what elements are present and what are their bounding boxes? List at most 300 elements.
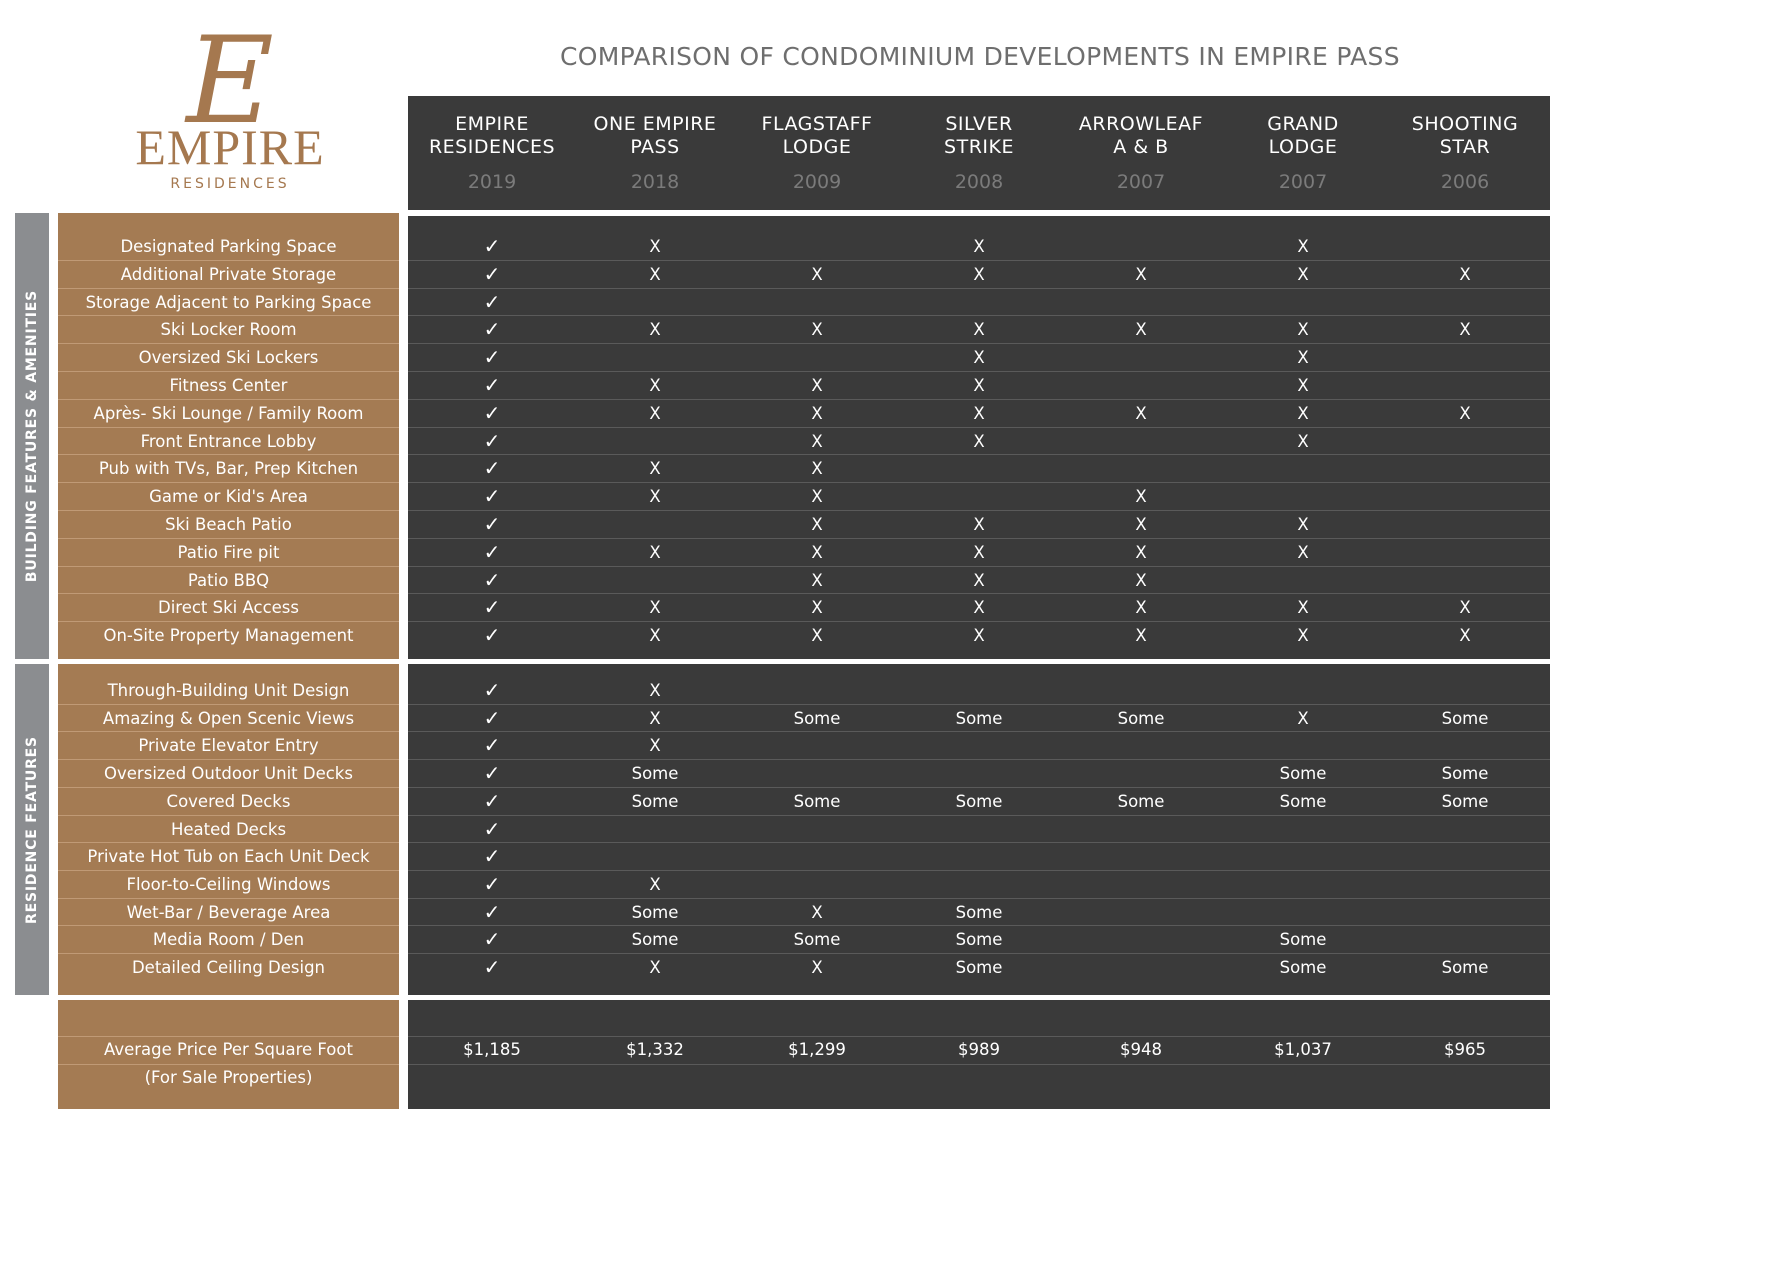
- table-cell: X: [1297, 320, 1309, 340]
- table-cell: X: [1297, 403, 1309, 423]
- table-cell: X: [973, 515, 985, 534]
- column-name: ARROWLEAF A & B: [1078, 113, 1204, 158]
- table-cell: X: [649, 459, 661, 479]
- table-cell: X: [973, 376, 985, 395]
- table-cell: [1384, 843, 1546, 871]
- row-divider: [408, 288, 1550, 289]
- table-cell: Some: [793, 708, 841, 728]
- column-name: SILVER STRIKE: [944, 113, 1014, 158]
- section-title-building: BUILDING FEATURES & AMENITIES: [24, 289, 40, 583]
- check-icon: ✓: [483, 761, 501, 786]
- table-cell: X: [973, 403, 985, 423]
- feature-label: Patio BBQ: [187, 570, 270, 590]
- table-cell: Some: [955, 902, 1003, 922]
- feature-label: Additional Private Storage: [120, 264, 337, 284]
- table-cell: X: [811, 626, 823, 646]
- column-name: FLAGSTAFF LODGE: [761, 113, 873, 158]
- row-divider: [58, 454, 399, 455]
- check-icon: ✓: [483, 844, 501, 869]
- table-cell: [898, 760, 1060, 788]
- table-cell: [898, 732, 1060, 760]
- row-divider: [58, 593, 399, 594]
- column-year: 2007: [1278, 171, 1328, 193]
- row-divider: [408, 566, 1550, 567]
- table-row: [408, 289, 1550, 317]
- table-cell: X: [973, 237, 985, 256]
- check-icon: ✓: [483, 261, 501, 286]
- table-cell: [736, 843, 898, 871]
- price-value: $1,332: [626, 1040, 684, 1059]
- table-cell: X: [811, 431, 823, 451]
- check-icon: ✓: [483, 289, 501, 314]
- table-row: [408, 567, 1550, 595]
- feature-label: Wet-Bar / Beverage Area: [126, 902, 331, 922]
- row-divider: [58, 427, 399, 428]
- table-cell: X: [973, 320, 985, 340]
- table-cell: X: [811, 570, 823, 590]
- table-cell: [898, 843, 1060, 871]
- check-icon: ✓: [483, 400, 501, 425]
- table-row: [408, 316, 1550, 344]
- row-divider: [58, 731, 399, 732]
- feature-label: Game or Kid's Area: [149, 487, 308, 507]
- table-row: [408, 843, 1550, 871]
- table-cell: [1222, 289, 1384, 317]
- table-cell: X: [811, 264, 823, 284]
- row-divider: [58, 288, 399, 289]
- check-icon: ✓: [483, 678, 501, 702]
- row-divider: [58, 315, 399, 316]
- table-cell: [1384, 567, 1546, 595]
- check-icon: ✓: [483, 927, 501, 952]
- column-header-bar: [408, 96, 1550, 210]
- row-divider: [408, 953, 1550, 954]
- table-cell: [898, 455, 1060, 483]
- table-cell: [1060, 344, 1222, 372]
- table-cell: [1384, 816, 1546, 844]
- table-cell: X: [649, 264, 661, 284]
- table-row: [408, 594, 1550, 622]
- column-year: 2018: [630, 171, 680, 193]
- table-cell: Some: [1279, 958, 1327, 977]
- feature-label: Designated Parking Space: [120, 237, 337, 256]
- row-divider: [408, 510, 1550, 511]
- table-cell: X: [811, 403, 823, 423]
- table-cell: [1384, 871, 1546, 899]
- feature-label: Fitness Center: [169, 376, 288, 395]
- row-divider: [58, 399, 399, 400]
- column-header: [1384, 113, 1546, 194]
- row-divider: [408, 815, 1550, 816]
- feature-label: Oversized Ski Lockers: [138, 348, 319, 368]
- table-cell: X: [1459, 598, 1471, 618]
- table-cell: X: [811, 376, 823, 395]
- feature-label: Front Entrance Lobby: [140, 431, 317, 451]
- check-icon: ✓: [483, 788, 501, 813]
- row-divider: [58, 898, 399, 899]
- feature-label: Patio Fire pit: [177, 542, 280, 562]
- row-divider: [58, 482, 399, 483]
- table-cell: [1384, 732, 1546, 760]
- price-value: $1,037: [1274, 1040, 1332, 1059]
- table-cell: X: [649, 708, 661, 728]
- table-cell: X: [1297, 348, 1309, 368]
- column-name: ONE EMPIRE PASS: [593, 113, 717, 158]
- table-row: [408, 233, 1550, 261]
- table-cell: Some: [631, 930, 679, 950]
- table-cell: X: [1135, 487, 1147, 507]
- table-cell: [574, 428, 736, 456]
- column-header: [1222, 113, 1384, 194]
- table-cell: [1060, 760, 1222, 788]
- feature-label: Direct Ski Access: [158, 598, 299, 618]
- row-divider: [408, 427, 1550, 428]
- column-name: SHOOTING STAR: [1411, 113, 1519, 158]
- table-cell: [574, 843, 736, 871]
- table-cell: X: [1297, 542, 1309, 562]
- price-sublabel: (For Sale Properties): [144, 1068, 313, 1087]
- table-row: [408, 954, 1550, 982]
- table-cell: [1222, 677, 1384, 705]
- row-divider: [58, 260, 399, 261]
- row-divider: [408, 842, 1550, 843]
- feature-label: Through-Building Unit Design: [107, 681, 350, 700]
- table-row: [408, 622, 1550, 650]
- row-divider: [58, 371, 399, 372]
- table-cell: [1060, 732, 1222, 760]
- table-cell: Some: [955, 930, 1003, 950]
- row-divider: [58, 870, 399, 871]
- feature-label: Amazing & Open Scenic Views: [102, 708, 355, 728]
- table-cell: X: [1135, 515, 1147, 534]
- table-row: [408, 372, 1550, 400]
- price-value: $989: [958, 1040, 1000, 1059]
- table-cell: [898, 483, 1060, 511]
- row-divider: [408, 315, 1550, 316]
- section-sidebar-building: [15, 213, 49, 659]
- table-cell: X: [649, 736, 661, 756]
- data-panel-residence: [408, 664, 1550, 995]
- row-divider: [58, 953, 399, 954]
- table-cell: X: [973, 626, 985, 646]
- logo-subtitle: RESIDENCES: [170, 176, 290, 192]
- column-header: [574, 113, 736, 194]
- label-panel-building: [58, 213, 399, 659]
- table-cell: [1060, 428, 1222, 456]
- feature-label: Covered Decks: [166, 791, 291, 811]
- table-cell: X: [973, 264, 985, 284]
- table-cell: [898, 677, 1060, 705]
- section-title-residence: RESIDENCE FEATURES: [24, 735, 40, 924]
- table-cell: [1222, 843, 1384, 871]
- check-icon: ✓: [483, 705, 501, 730]
- table-cell: X: [1459, 264, 1471, 284]
- feature-label: On-Site Property Management: [103, 626, 354, 646]
- table-row: [408, 261, 1550, 289]
- check-icon: ✓: [483, 373, 501, 397]
- table-cell: X: [649, 487, 661, 507]
- table-cell: [1222, 483, 1384, 511]
- feature-label: Oversized Outdoor Unit Decks: [104, 764, 353, 784]
- row-divider: [408, 925, 1550, 926]
- table-cell: [1060, 843, 1222, 871]
- table-cell: [1384, 233, 1546, 261]
- logo-wordmark: EMPIRE: [135, 119, 325, 175]
- table-cell: [1222, 871, 1384, 899]
- row-divider: [58, 815, 399, 816]
- row-divider: [58, 759, 399, 760]
- check-icon: ✓: [483, 539, 501, 564]
- table-row: [408, 871, 1550, 899]
- row-divider: [408, 1064, 1550, 1065]
- table-cell: [736, 344, 898, 372]
- table-cell: X: [1459, 320, 1471, 340]
- table-row: [408, 760, 1550, 788]
- table-row: [408, 816, 1550, 844]
- row-divider: [408, 538, 1550, 539]
- table-cell: Some: [1441, 708, 1489, 728]
- table-cell: [1222, 567, 1384, 595]
- table-cell: [736, 732, 898, 760]
- table-cell: X: [649, 320, 661, 340]
- table-cell: [1384, 372, 1546, 400]
- table-cell: X: [649, 626, 661, 646]
- row-divider: [408, 759, 1550, 760]
- column-name: EMPIRE RESIDENCES: [428, 113, 556, 158]
- table-cell: [1384, 344, 1546, 372]
- table-cell: X: [1297, 515, 1309, 534]
- row-divider: [408, 371, 1550, 372]
- table-cell: X: [811, 515, 823, 534]
- table-cell: X: [1459, 403, 1471, 423]
- table-cell: [1060, 233, 1222, 261]
- column-year: 2006: [1440, 171, 1490, 193]
- table-cell: X: [973, 598, 985, 618]
- table-row: [408, 539, 1550, 567]
- table-cell: [1384, 511, 1546, 539]
- check-icon: ✓: [483, 595, 501, 620]
- table-row: [408, 899, 1550, 927]
- check-icon: ✓: [483, 567, 501, 592]
- check-icon: ✓: [483, 871, 501, 896]
- table-cell: [574, 344, 736, 372]
- empire-residences-logo: [130, 12, 330, 206]
- feature-label: Detailed Ceiling Design: [131, 958, 326, 977]
- row-divider: [58, 925, 399, 926]
- table-cell: Some: [955, 791, 1003, 811]
- table-row: [408, 732, 1550, 760]
- table-cell: Some: [793, 930, 841, 950]
- table-cell: X: [811, 958, 823, 977]
- column-header: [736, 113, 898, 194]
- table-cell: X: [811, 487, 823, 507]
- table-cell: [736, 233, 898, 261]
- column-header: [898, 113, 1060, 194]
- table-cell: [1060, 954, 1222, 982]
- table-cell: X: [973, 431, 985, 451]
- check-icon: ✓: [483, 234, 501, 258]
- row-divider: [408, 870, 1550, 871]
- table-cell: X: [1135, 403, 1147, 423]
- feature-label: Ski Locker Room: [160, 320, 297, 340]
- table-cell: X: [811, 542, 823, 562]
- row-divider: [58, 510, 399, 511]
- price-value: $948: [1120, 1040, 1162, 1059]
- table-cell: X: [649, 958, 661, 977]
- table-row: [408, 511, 1550, 539]
- table-cell: X: [1135, 264, 1147, 284]
- row-divider: [408, 704, 1550, 705]
- table-cell: [1222, 816, 1384, 844]
- table-cell: Some: [955, 958, 1003, 977]
- table-cell: [1060, 677, 1222, 705]
- logo-script-e: E: [186, 12, 274, 151]
- column-header: [1060, 113, 1222, 194]
- table-cell: Some: [1441, 791, 1489, 811]
- table-cell: X: [1459, 626, 1471, 646]
- table-cell: [1060, 899, 1222, 927]
- check-icon: ✓: [483, 899, 501, 924]
- check-icon: ✓: [483, 512, 501, 536]
- column-year: 2008: [954, 171, 1004, 193]
- table-cell: [1384, 428, 1546, 456]
- price-value: $965: [1444, 1040, 1486, 1059]
- label-panel-price: [58, 1000, 399, 1109]
- table-row: [408, 483, 1550, 511]
- row-divider: [408, 260, 1550, 261]
- table-cell: X: [1135, 570, 1147, 590]
- table-cell: X: [1297, 708, 1309, 728]
- price-label: Average Price Per Square Foot: [104, 1040, 353, 1059]
- table-cell: X: [1297, 237, 1309, 256]
- column-year: 2007: [1116, 171, 1166, 193]
- table-cell: X: [1297, 264, 1309, 284]
- label-panel-residence: [58, 664, 399, 995]
- feature-label: Floor-to-Ceiling Windows: [126, 874, 331, 894]
- row-divider: [408, 454, 1550, 455]
- feature-label: Media Room / Den: [152, 930, 305, 950]
- row-divider: [58, 343, 399, 344]
- table-cell: Some: [1117, 708, 1165, 728]
- table-cell: X: [811, 320, 823, 340]
- row-divider: [408, 482, 1550, 483]
- table-cell: [736, 289, 898, 317]
- table-cell: [1384, 539, 1546, 567]
- feature-label: Ski Beach Patio: [165, 515, 292, 534]
- table-cell: Some: [1441, 958, 1489, 977]
- row-divider: [408, 399, 1550, 400]
- table-cell: [574, 567, 736, 595]
- table-cell: [1222, 732, 1384, 760]
- table-cell: X: [811, 902, 823, 922]
- table-cell: [736, 871, 898, 899]
- table-cell: [898, 871, 1060, 899]
- table-row: [408, 428, 1550, 456]
- table-cell: [736, 677, 898, 705]
- table-cell: X: [973, 570, 985, 590]
- table-row: [408, 344, 1550, 372]
- table-row: [408, 788, 1550, 816]
- table-cell: X: [649, 681, 661, 700]
- data-panel-building: [408, 216, 1550, 659]
- table-cell: [1222, 899, 1384, 927]
- table-cell: [1384, 483, 1546, 511]
- table-cell: [1060, 289, 1222, 317]
- table-cell: Some: [1279, 791, 1327, 811]
- table-cell: [574, 289, 736, 317]
- column-name: GRAND LODGE: [1267, 113, 1339, 158]
- table-row: [408, 677, 1550, 705]
- feature-label: Private Hot Tub on Each Unit Deck: [87, 847, 370, 867]
- feature-label: Storage Adjacent to Parking Space: [85, 292, 372, 312]
- table-cell: X: [649, 376, 661, 395]
- table-cell: [1384, 289, 1546, 317]
- table-cell: [574, 511, 736, 539]
- table-cell: [574, 816, 736, 844]
- page-title: COMPARISON OF CONDOMINIUM DEVELOPMENTS IN EMPIRE PASS: [560, 42, 1400, 71]
- table-cell: X: [1297, 376, 1309, 395]
- feature-label: Heated Decks: [170, 819, 287, 839]
- feature-label: Private Elevator Entry: [138, 736, 319, 756]
- table-cell: X: [649, 237, 661, 256]
- table-cell: X: [649, 403, 661, 423]
- table-cell: [1060, 455, 1222, 483]
- check-icon: ✓: [483, 816, 501, 841]
- table-cell: X: [1297, 598, 1309, 618]
- table-cell: [1384, 677, 1546, 705]
- feature-label: Après- Ski Lounge / Family Room: [93, 403, 364, 423]
- check-icon: ✓: [483, 456, 501, 481]
- table-cell: X: [1135, 320, 1147, 340]
- table-cell: X: [1135, 598, 1147, 618]
- table-row: [408, 926, 1550, 954]
- price-value: $1,299: [788, 1040, 846, 1059]
- table-cell: X: [1297, 431, 1309, 451]
- table-cell: Some: [631, 902, 679, 922]
- table-cell: X: [1135, 626, 1147, 646]
- row-divider: [58, 538, 399, 539]
- check-icon: ✓: [483, 623, 501, 648]
- table-cell: [1384, 899, 1546, 927]
- table-cell: Some: [793, 791, 841, 811]
- price-row: [408, 1036, 1550, 1064]
- table-cell: Some: [1279, 764, 1327, 784]
- table-cell: [1060, 926, 1222, 954]
- table-cell: Some: [955, 708, 1003, 728]
- table-cell: X: [649, 598, 661, 618]
- row-divider: [58, 621, 399, 622]
- table-row: [408, 400, 1550, 428]
- table-cell: Some: [1279, 930, 1327, 950]
- row-divider: [408, 898, 1550, 899]
- table-row: [408, 455, 1550, 483]
- check-icon: ✓: [483, 733, 501, 758]
- table-cell: X: [649, 874, 661, 894]
- section-sidebar-residence: [15, 664, 49, 995]
- table-cell: [1060, 372, 1222, 400]
- table-cell: [1384, 926, 1546, 954]
- check-icon: ✓: [483, 428, 501, 453]
- table-cell: Some: [631, 791, 679, 811]
- table-cell: [898, 289, 1060, 317]
- price-value: $1,185: [463, 1040, 521, 1059]
- data-panel-price: [408, 1000, 1550, 1109]
- table-cell: X: [973, 542, 985, 562]
- row-divider: [58, 787, 399, 788]
- table-cell: [1384, 455, 1546, 483]
- column-year: 2009: [792, 171, 842, 193]
- row-divider: [58, 842, 399, 843]
